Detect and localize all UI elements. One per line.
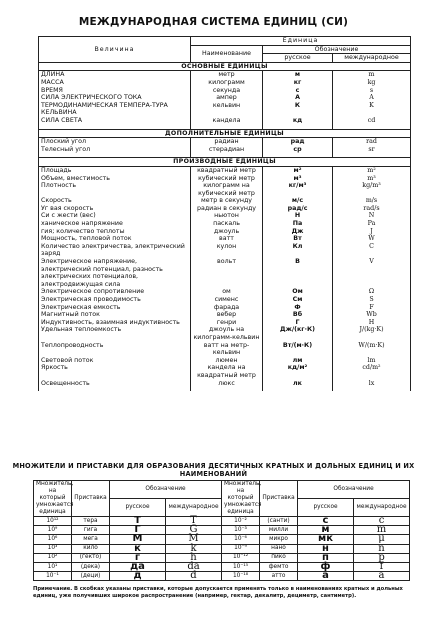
international-symbol: rad/s bbox=[333, 205, 411, 213]
international-symbol: kg bbox=[333, 79, 411, 87]
unit-row bbox=[39, 220, 411, 228]
unit-row bbox=[39, 243, 411, 258]
russian-prefix-symbol: Т bbox=[110, 517, 166, 526]
quantity-name: Уг вая скорость bbox=[39, 205, 191, 213]
international-symbol: K bbox=[333, 102, 411, 117]
russian-symbol: К bbox=[263, 102, 333, 117]
russian-symbol: кг/м³ bbox=[263, 182, 333, 197]
multiplier: 10⁻³ bbox=[222, 526, 260, 535]
unit-row bbox=[39, 357, 411, 365]
quantity-name: ТЕРМОДИНАМИЧЕСКАЯ ТЕМПЕРА-ТУРА КЕЛЬВИНА bbox=[39, 102, 191, 117]
page-title: МЕЖДУНАРОДНАЯ СИСТЕМА ЕДИНИЦ (СИ) bbox=[78, 16, 349, 28]
designation-header-left: Обозначение bbox=[110, 481, 222, 499]
unit-row bbox=[39, 212, 411, 220]
quantity-name: Удельная теплоемкость bbox=[39, 326, 191, 341]
international-symbol: Ω bbox=[333, 288, 411, 296]
international-symbol: rad bbox=[333, 138, 411, 146]
multiplier: 10⁻¹⁸ bbox=[222, 572, 260, 581]
multiplier: 10⁻⁹ bbox=[222, 544, 260, 553]
section-title: ОСНОВНЫЕ ЕДИНИЦЫ bbox=[39, 62, 411, 71]
international-symbol: Pa bbox=[333, 220, 411, 228]
international-prefix-symbol: a bbox=[354, 572, 410, 581]
russian-prefix-symbol: н bbox=[298, 544, 354, 553]
prefix-name: нано bbox=[260, 544, 298, 553]
russian-symbol: Вт/(м·К) bbox=[263, 342, 333, 357]
quantity-name: СИЛА СВЕТА bbox=[39, 117, 191, 125]
quantity-name: Индуктивность, взаимная индуктивность bbox=[39, 319, 191, 327]
russian-symbol: лм bbox=[263, 357, 333, 365]
russian-prefix-symbol: д bbox=[110, 572, 166, 581]
prefix-row bbox=[34, 553, 410, 562]
quantity-name: ханическое напряжение bbox=[39, 220, 191, 228]
unit-row bbox=[39, 288, 411, 296]
international-prefix-symbol: d bbox=[166, 572, 222, 581]
prefix-name: кило bbox=[72, 544, 110, 553]
prefix-name: гига bbox=[72, 526, 110, 535]
multiplier: 10¹ bbox=[34, 563, 72, 572]
prefixes-title: МНОЖИТЕЛИ И ПРИСТАВКИ ДЛЯ ОБРАЗОВАНИЯ ДЕСЯТИЧНЫХ КРАТНЫХ И ДОЛЬНЫХ ЕДИНИЦ И ИХ НАИМЕНОВАНИЙ bbox=[12, 462, 415, 478]
unit-name: ватт bbox=[191, 235, 263, 243]
international-symbol: N bbox=[333, 212, 411, 220]
unit-row bbox=[39, 166, 411, 174]
international-symbol: cd/m² bbox=[333, 364, 411, 379]
prefix-name: мега bbox=[72, 535, 110, 544]
unit-row bbox=[39, 364, 411, 379]
unit-name-header: Наименование bbox=[191, 45, 263, 62]
unit-row bbox=[39, 146, 411, 154]
international-symbol: J bbox=[333, 228, 411, 236]
prefix-row bbox=[34, 563, 410, 572]
quantity-name: Скорость bbox=[39, 197, 191, 205]
international-symbol: H bbox=[333, 319, 411, 327]
multiplier: 10³ bbox=[34, 544, 72, 553]
russian-symbol: м/с bbox=[263, 197, 333, 205]
prefix-row bbox=[34, 572, 410, 581]
quantity-name: Электрическая емкость bbox=[39, 304, 191, 312]
international-symbol: kg/m³ bbox=[333, 182, 411, 197]
prefix-row bbox=[34, 544, 410, 553]
unit-name: генри bbox=[191, 319, 263, 327]
multiplier: 10⁶ bbox=[34, 535, 72, 544]
unit-name: ом bbox=[191, 288, 263, 296]
russian-symbol: рад bbox=[263, 138, 333, 146]
unit-row bbox=[39, 319, 411, 327]
unit-name: килограмм на кубический метр bbox=[191, 182, 263, 197]
quantity-name: Мощность, тепловой поток bbox=[39, 235, 191, 243]
section-title: ДОПОЛНИТЕЛЬНЫЕ ЕДИНИЦЫ bbox=[39, 129, 411, 138]
multiplier: 10¹² bbox=[34, 517, 72, 526]
russian-symbol: кг bbox=[263, 79, 333, 87]
quantity-name: Теплопроводность bbox=[39, 342, 191, 357]
unit-name: радиан bbox=[191, 138, 263, 146]
prefix-name: (гекто) bbox=[72, 553, 110, 562]
russian-symbol: Г bbox=[263, 319, 333, 327]
international-symbol: lm bbox=[333, 357, 411, 365]
designation-header: Обозначение bbox=[263, 45, 411, 54]
russian-prefix-symbol: а bbox=[298, 572, 354, 581]
section-header-row bbox=[39, 129, 411, 138]
unit-name: радиан в секунду bbox=[191, 205, 263, 213]
unit-name: джоуль на килограмм-кельвин bbox=[191, 326, 263, 341]
multiplier-header-right: Множитель, на который умножается единица bbox=[222, 481, 260, 517]
quantity-name: Световой поток bbox=[39, 357, 191, 365]
quantity-header: Величина bbox=[39, 37, 191, 63]
international-symbol: lx bbox=[333, 380, 411, 388]
international-prefix-symbol: T bbox=[166, 517, 222, 526]
unit-name: сименс bbox=[191, 296, 263, 304]
russian-symbol: Вб bbox=[263, 311, 333, 319]
quantity-name: ВРЕМЯ bbox=[39, 87, 191, 95]
unit-row bbox=[39, 326, 411, 341]
unit-row bbox=[39, 296, 411, 304]
international-symbol: J/(kg·K) bbox=[333, 326, 411, 341]
international-prefix-symbol: c bbox=[354, 517, 410, 526]
russian-prefix-symbol: к bbox=[110, 544, 166, 553]
international-prefix-symbol: f bbox=[354, 563, 410, 572]
russian-header-left: русское bbox=[110, 499, 166, 517]
section-header-row bbox=[39, 62, 411, 71]
multiplier: 10² bbox=[34, 553, 72, 562]
russian-symbol: кд bbox=[263, 117, 333, 125]
quantity-name: Электрическое сопротивление bbox=[39, 288, 191, 296]
spacer-cell bbox=[333, 387, 411, 391]
unit-row bbox=[39, 342, 411, 357]
russian-symbol: Па bbox=[263, 220, 333, 228]
unit-name: кельвин bbox=[191, 102, 263, 117]
unit-name: люмен bbox=[191, 357, 263, 365]
unit-name: кандела на квадратный метр bbox=[191, 364, 263, 379]
quantity-name: Плоский угол bbox=[39, 138, 191, 146]
russian-symbol: Дж/(кг·К) bbox=[263, 326, 333, 341]
international-prefix-symbol: G bbox=[166, 526, 222, 535]
unit-name: вольт bbox=[191, 258, 263, 288]
international-symbol: A bbox=[333, 94, 411, 102]
multiplier: 10⁻⁶ bbox=[222, 535, 260, 544]
international-symbol: W bbox=[333, 235, 411, 243]
international-symbol: m bbox=[333, 71, 411, 79]
unit-row bbox=[39, 235, 411, 243]
unit-name: метр в секунду bbox=[191, 197, 263, 205]
unit-row bbox=[39, 182, 411, 197]
international-symbol: C bbox=[333, 243, 411, 258]
quantity-name: Телесный угол bbox=[39, 146, 191, 154]
section-title: ПРОИЗВОДНЫЕ ЕДИНИЦЫ bbox=[39, 158, 411, 167]
international-header-left: международное bbox=[166, 499, 222, 517]
quantity-name: Си с жести (вес) bbox=[39, 212, 191, 220]
multiplier: 10⁻¹⁵ bbox=[222, 563, 260, 572]
prefix-header-left: Приставка bbox=[72, 481, 110, 517]
russian-prefix-symbol: Г bbox=[110, 526, 166, 535]
international-prefix-symbol: M bbox=[166, 535, 222, 544]
russian-symbol: кд/м² bbox=[263, 364, 333, 379]
international-symbol: m³ bbox=[333, 175, 411, 183]
russian-symbol: Вт bbox=[263, 235, 333, 243]
prefix-name: (дека) bbox=[72, 563, 110, 572]
russian-symbol: лк bbox=[263, 380, 333, 388]
unit-row bbox=[39, 175, 411, 183]
quantity-name: Плотность bbox=[39, 182, 191, 197]
unit-row bbox=[39, 197, 411, 205]
multiplier-header-left: Множитель, на который умножается единица bbox=[34, 481, 72, 517]
unit-name: люкс bbox=[191, 380, 263, 388]
international-symbol: m² bbox=[333, 166, 411, 174]
unit-row bbox=[39, 71, 411, 79]
russian-symbol: Ом bbox=[263, 288, 333, 296]
international-prefix-symbol: da bbox=[166, 563, 222, 572]
quantity-name: Яркость bbox=[39, 364, 191, 379]
unit-name: ватт на метр-кельвин bbox=[191, 342, 263, 357]
si-units-table bbox=[38, 36, 411, 391]
international-prefix-symbol: n bbox=[354, 544, 410, 553]
unit-name: квадратный метр bbox=[191, 166, 263, 174]
prefix-row bbox=[34, 535, 410, 544]
unit-name: ньютон bbox=[191, 212, 263, 220]
designation-header-right: Обозначение bbox=[298, 481, 410, 499]
multiplier: 10⁻¹ bbox=[34, 572, 72, 581]
russian-symbol: рад/с bbox=[263, 205, 333, 213]
prefix-row bbox=[34, 517, 410, 526]
quantity-name: Количество электричества, электрический заряд bbox=[39, 243, 191, 258]
russian-header: русское bbox=[263, 54, 333, 63]
russian-header-right: русское bbox=[298, 499, 354, 517]
russian-symbol: Кл bbox=[263, 243, 333, 258]
international-symbol: s bbox=[333, 87, 411, 95]
unit-name: стерадиан bbox=[191, 146, 263, 154]
russian-prefix-symbol: М bbox=[110, 535, 166, 544]
quantity-name: Электрическая проводимость bbox=[39, 296, 191, 304]
prefix-name: микро bbox=[260, 535, 298, 544]
quantity-name: Электрическое напряжение, электрический потенциал, разность электрических потенциалов, электродвижущая сила bbox=[39, 258, 191, 288]
russian-symbol: Ф bbox=[263, 304, 333, 312]
section-header-row bbox=[39, 158, 411, 167]
international-prefix-symbol: p bbox=[354, 553, 410, 562]
prefix-name: милли bbox=[260, 526, 298, 535]
russian-prefix-symbol: м bbox=[298, 526, 354, 535]
quantity-name: гия; количество теплоты bbox=[39, 228, 191, 236]
international-header-right: международное bbox=[354, 499, 410, 517]
unit-name: килограмм bbox=[191, 79, 263, 87]
international-prefix-symbol: k bbox=[166, 544, 222, 553]
russian-symbol: м bbox=[263, 71, 333, 79]
unit-row bbox=[39, 258, 411, 288]
quantity-name: Объем, вместимость bbox=[39, 175, 191, 183]
international-symbol: Wb bbox=[333, 311, 411, 319]
footnote: Примечание. В скобках указаны приставки, которые допускается применять только в наименованиях кратных и дольных единиц, уже получивших широкое распространение (например, гектар, декалитр, дециметр, сантиметр). bbox=[33, 586, 403, 599]
russian-symbol: м² bbox=[263, 166, 333, 174]
unit-row bbox=[39, 205, 411, 213]
multiplier: 10⁻² bbox=[222, 517, 260, 526]
russian-symbol: м³ bbox=[263, 175, 333, 183]
unit-name: вебер bbox=[191, 311, 263, 319]
russian-prefix-symbol: с bbox=[298, 517, 354, 526]
prefix-header-right: Приставка bbox=[260, 481, 298, 517]
russian-symbol: В bbox=[263, 258, 333, 288]
russian-prefix-symbol: п bbox=[298, 553, 354, 562]
unit-row bbox=[39, 117, 411, 125]
unit-name: кубический метр bbox=[191, 175, 263, 183]
russian-symbol: с bbox=[263, 87, 333, 95]
international-prefix-symbol: μ bbox=[354, 535, 410, 544]
quantity-name: Магнитный поток bbox=[39, 311, 191, 319]
prefix-name: (санти) bbox=[260, 517, 298, 526]
prefix-name: атто bbox=[260, 572, 298, 581]
international-symbol: W/(m·K) bbox=[333, 342, 411, 357]
russian-symbol: См bbox=[263, 296, 333, 304]
quantity-name: Освещенность bbox=[39, 380, 191, 388]
unit-name: кулон bbox=[191, 243, 263, 258]
unit-row bbox=[39, 94, 411, 102]
unit-row bbox=[39, 311, 411, 319]
unit-name: джоуль bbox=[191, 228, 263, 236]
unit-name: метр bbox=[191, 71, 263, 79]
prefixes-table bbox=[33, 480, 410, 581]
unit-row bbox=[39, 87, 411, 95]
international-symbol: m/s bbox=[333, 197, 411, 205]
international-symbol: cd bbox=[333, 117, 411, 125]
russian-prefix-symbol: ф bbox=[298, 563, 354, 572]
unit-name: паскаль bbox=[191, 220, 263, 228]
russian-prefix-symbol: мк bbox=[298, 535, 354, 544]
prefix-name: фемто bbox=[260, 563, 298, 572]
unit-row bbox=[39, 102, 411, 117]
international-symbol: F bbox=[333, 304, 411, 312]
unit-name: секунда bbox=[191, 87, 263, 95]
international-header: международное bbox=[333, 54, 411, 63]
unit-group-header: Единица bbox=[191, 37, 411, 46]
international-symbol: V bbox=[333, 258, 411, 288]
russian-symbol: А bbox=[263, 94, 333, 102]
russian-symbol: Дж bbox=[263, 228, 333, 236]
international-prefix-symbol: h bbox=[166, 553, 222, 562]
unit-row bbox=[39, 380, 411, 388]
unit-name: кандела bbox=[191, 117, 263, 125]
russian-prefix-symbol: да bbox=[110, 563, 166, 572]
quantity-name: ДЛИНА bbox=[39, 71, 191, 79]
international-symbol: S bbox=[333, 296, 411, 304]
spacer-cell bbox=[191, 387, 263, 391]
prefix-name: тера bbox=[72, 517, 110, 526]
multiplier: 10⁹ bbox=[34, 526, 72, 535]
russian-symbol: Н bbox=[263, 212, 333, 220]
russian-symbol: ср bbox=[263, 146, 333, 154]
russian-prefix-symbol: г bbox=[110, 553, 166, 562]
unit-name: ампер bbox=[191, 94, 263, 102]
multiplier: 10⁻¹² bbox=[222, 553, 260, 562]
prefix-row bbox=[34, 526, 410, 535]
quantity-name: МАССА bbox=[39, 79, 191, 87]
unit-name: фарада bbox=[191, 304, 263, 312]
spacer-row bbox=[39, 387, 411, 391]
spacer-cell bbox=[263, 387, 333, 391]
quantity-name: СИЛА ЭЛЕКТРИЧЕСКОГО ТОКА bbox=[39, 94, 191, 102]
international-prefix-symbol: m bbox=[354, 526, 410, 535]
unit-row bbox=[39, 138, 411, 146]
prefix-name: (деци) bbox=[72, 572, 110, 581]
international-symbol: sr bbox=[333, 146, 411, 154]
quantity-name: Площадь bbox=[39, 166, 191, 174]
unit-row bbox=[39, 79, 411, 87]
prefix-name: пико bbox=[260, 553, 298, 562]
spacer-cell bbox=[39, 387, 191, 391]
